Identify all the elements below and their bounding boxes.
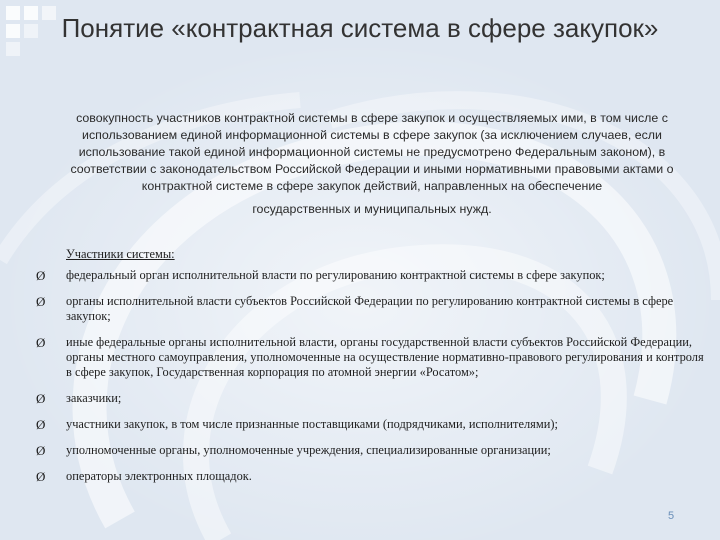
list-item: Ø иные федеральные органы исполнительной власти, органы государственной власти субъектов Российской Федерации, органы местного самоуправления, уполномоченные на осуществление нормативно-правового регулирования и контроля в сфере закупок, Государственная корпорация по атомной энергии «Росатом»; (36, 335, 704, 379)
arrow-bullet-icon: Ø (36, 391, 46, 406)
list-item: Ø федеральный орган исполнительной власти по регулированию контрактной системы в сфере закупок; (36, 268, 605, 283)
list-item: Ø уполномоченные органы, уполномоченные учреждения, специализированные организации; (36, 443, 551, 458)
definition-end: государственных и муниципальных нужд. (252, 202, 492, 216)
arrow-bullet-icon: Ø (36, 469, 46, 484)
list-item: Ø органы исполнительной власти субъектов Российской Федерации по регулированию контрактной системы в сфере закупок; (36, 294, 674, 323)
list-item: Ø заказчики; (36, 391, 122, 406)
participants-heading: Участники системы: (66, 247, 175, 261)
arrow-bullet-icon: Ø (36, 443, 46, 458)
list-item: Ø операторы электронных площадок. (36, 469, 252, 484)
page-number: 5 (668, 510, 675, 522)
slide-title: Понятие «контрактная система в сфере закупок» (61, 13, 659, 43)
arrow-bullet-icon: Ø (36, 294, 46, 309)
corner-decoration (0, 0, 60, 60)
participants-list (36, 268, 706, 495)
definition-main: совокупность участников контрактной системы в сфере закупок и осуществляемых ими, в том числе с использованием единой информационной системы в сфере закупок (за исключением случаев, если использование такой единой информационной системы не предусмотрено Федеральным законом), в соответствии с законодательством Российской Федерации и иными нормативными правовыми актами о контрактной системе в сфере закупок действий, направленных на обеспечение (70, 111, 674, 193)
definition-text (62, 110, 682, 218)
arrow-bullet-icon: Ø (36, 268, 46, 283)
list-item: Ø участники закупок, в том числе признанные поставщиками (подрядчиками, исполнителями); (36, 417, 558, 432)
arrow-bullet-icon: Ø (36, 335, 46, 350)
arrow-bullet-icon: Ø (36, 417, 46, 432)
